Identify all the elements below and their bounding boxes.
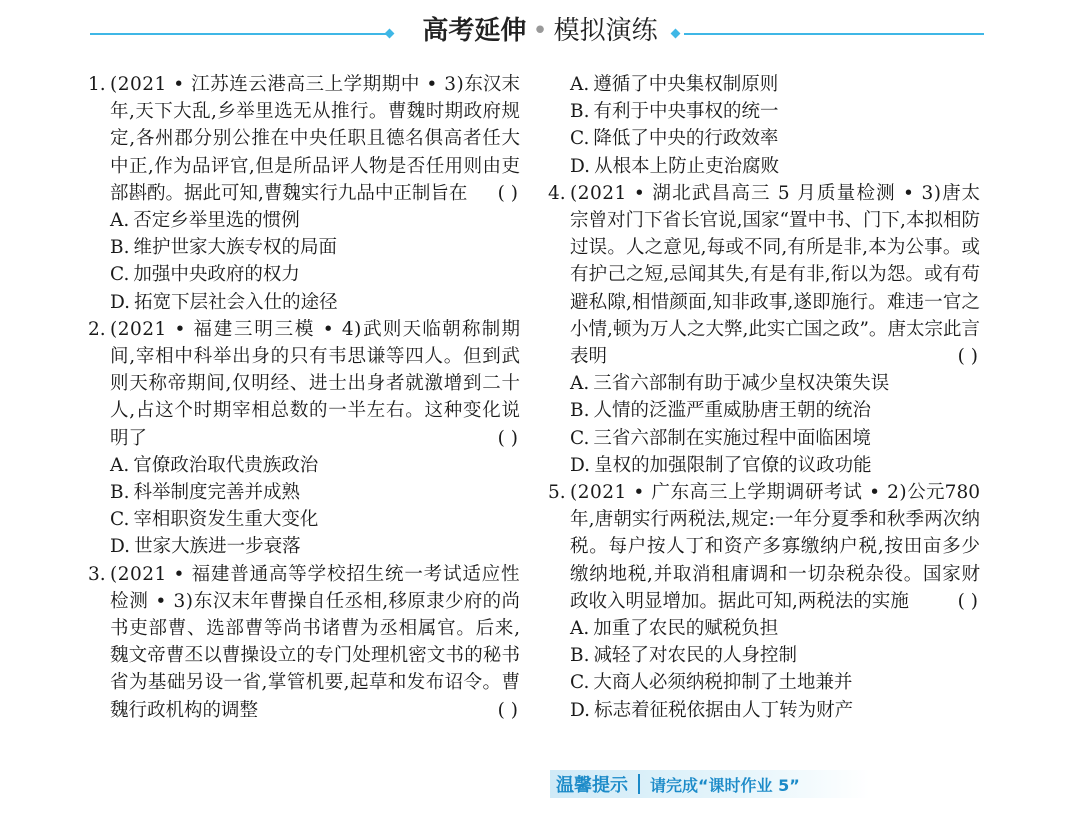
answer-option[interactable] [548, 425, 980, 452]
option-text: 人情的泛滥严重威胁唐王朝的统治 [593, 400, 871, 422]
tip-text[interactable]: 请完成“课时作业 5” [650, 775, 800, 795]
title-dot: • [532, 16, 548, 46]
answer-option[interactable] [548, 125, 980, 152]
title-bold: 高考延伸 [422, 16, 527, 46]
option-text: 维护世家大族专权的局面 [133, 237, 337, 259]
option-key: C. [570, 128, 590, 150]
option-text: 科举制度完善并成熟 [133, 482, 300, 504]
answer-option[interactable] [548, 71, 980, 98]
answer-option[interactable] [548, 669, 980, 696]
option-key: B. [570, 645, 590, 667]
option-key: A. [570, 373, 590, 395]
option-key: D. [570, 699, 591, 721]
answer-option[interactable] [88, 452, 520, 479]
option-text: 遵循了中央集权制原则 [593, 74, 779, 95]
question [88, 71, 520, 316]
tip-bar [550, 770, 870, 798]
header-diamond-left [385, 29, 395, 39]
question-stem [548, 479, 980, 615]
question-number: 1. [88, 74, 106, 95]
option-key: B. [110, 237, 130, 259]
option-key: A. [570, 74, 590, 95]
answer-blank[interactable]: ( ) [497, 699, 518, 721]
answer-blank[interactable]: ( ) [957, 590, 978, 612]
question [548, 479, 980, 724]
answer-option[interactable] [548, 452, 980, 479]
title-rest: 模拟演练 [553, 16, 658, 46]
answer-option[interactable] [88, 234, 520, 261]
option-text: 减轻了对农民的人身控制 [593, 645, 797, 667]
question-stem [88, 71, 520, 207]
option-key: A. [110, 454, 130, 476]
option-text: 加强中央政府的权力 [133, 264, 300, 286]
option-text: 有利于中央事权的统一 [593, 101, 779, 123]
question-stem [88, 561, 520, 724]
option-key: B. [570, 400, 590, 422]
option-key: C. [110, 509, 130, 531]
option-key: B. [110, 482, 130, 504]
tip-label: 温馨提示 [556, 775, 628, 796]
question-source: (2021 • 湖北武昌高三 5 月质量检测 • 3) [570, 182, 942, 204]
question-text: 公元780年,唐朝实行两税法,规定:一年分夏季和秋季两次纳税。每户按人丁和资产多寡缴纳户税,按田亩多少缴纳地税,并取消租庸调和一切杂税杂役。国家财政收入明显增加。据此可知,两税法的实施 [570, 482, 980, 612]
option-key: D. [570, 454, 591, 476]
header-rule-left [90, 33, 390, 35]
answer-blank[interactable]: ( ) [497, 427, 518, 449]
option-text: 三省六部制在实施过程中面临困境 [593, 427, 871, 449]
question-source: (2021 • 广东高三上学期调研考试 • 2) [570, 482, 908, 504]
answer-option[interactable] [88, 261, 520, 288]
option-text: 宰相职资发生重大变化 [133, 509, 319, 531]
option-key: C. [110, 264, 130, 286]
question [548, 180, 980, 479]
option-key: D. [570, 155, 591, 177]
header-rule-right [684, 33, 984, 35]
answer-option[interactable] [548, 697, 980, 724]
answer-blank[interactable]: ( ) [497, 182, 518, 204]
answer-blank[interactable]: ( ) [957, 346, 978, 368]
tip-separator [638, 774, 640, 794]
option-text: 拓宽下层社会入仕的途径 [134, 291, 338, 313]
option-text: 皇权的加强限制了官僚的议政功能 [594, 454, 872, 476]
option-text: 加重了农民的赋税负担 [593, 618, 779, 640]
question-text: 东汉末年曹操自任丞相,移原隶少府的尚书吏部曹、选部曹等尚书诸曹为丞相属官。后来,魏文帝曹丕以曹操设立的专门处理机密文书的秘书省为基础另设一省,掌管机要,起草和发布诏令。曹魏行政机构的调整 [110, 590, 520, 721]
option-text: 降低了中央的行政效率 [593, 128, 779, 150]
question-text: 东汉末年,天下大乱,乡举里选无从推行。曹魏时期政府规定,各州郡分别公推在中央任职且德名俱高者任大中正,作为品评官,但是所品评人物是否任用则由吏部斟酌。据此可知,曹魏实行九品中正制旨在 [110, 74, 520, 204]
page-title [400, 10, 680, 47]
question-source: (2021 • 江苏连云港高三上学期期中 • 3) [110, 74, 465, 95]
option-key: C. [570, 427, 590, 449]
option-text: 三省六部制有助于减少皇权决策失误 [593, 373, 890, 395]
answer-option[interactable] [88, 533, 520, 560]
section-header [0, 0, 1080, 60]
option-key: D. [110, 536, 131, 558]
option-key: A. [570, 618, 590, 640]
question-source: (2021 • 福建三明三模 • 4) [110, 318, 362, 340]
answer-option[interactable] [88, 289, 520, 316]
answer-option[interactable] [548, 615, 980, 642]
answer-option[interactable] [548, 397, 980, 424]
answer-option[interactable] [88, 506, 520, 533]
answer-option[interactable] [548, 98, 980, 125]
answer-option[interactable] [88, 207, 520, 234]
question-number: 4. [548, 182, 566, 204]
option-text: 从根本上防止吏治腐败 [594, 155, 780, 177]
option-key: C. [570, 672, 590, 694]
question-text: 唐太宗曾对门下省长官说,国家“置中书、门下,本拟相防过误。人之意见,每或不同,有所是非,本为公事。或有护己之短,忌闻其失,有是有非,衔以为怨。或有苟避私隙,相惜颜面,知非政事,遂即施行。难违一官之小情,顿为万人之大弊,此实亡国之政”。唐太宗此言表明 [570, 182, 980, 368]
option-key: D. [110, 291, 131, 313]
answer-option[interactable] [88, 479, 520, 506]
question-number: 3. [88, 563, 106, 585]
right-column [548, 71, 980, 724]
question [548, 71, 980, 180]
answer-option[interactable] [548, 370, 980, 397]
question-number: 2. [88, 318, 106, 340]
question-number: 5. [548, 482, 566, 504]
option-text: 世家大族进一步衰落 [134, 536, 301, 558]
option-text: 官僚政治取代贵族政治 [133, 454, 319, 476]
option-key: B. [570, 101, 590, 123]
option-text: 标志着征税依据由人丁转为财产 [594, 699, 854, 721]
option-text: 否定乡举里选的惯例 [133, 210, 300, 232]
question [88, 561, 520, 724]
question-source: (2021 • 福建普通高等学校招生统一考试适应性检测 • 3) [110, 563, 520, 612]
question-text: 武则天临朝称制期间,宰相中科举出身的只有韦思谦等四人。但到武则天称帝期间,仅明经、进士出身者就激增到二十人,占这个时期宰相总数的一半左右。这种变化说明了 [110, 318, 520, 449]
answer-option[interactable] [548, 642, 980, 669]
question-stem [88, 316, 520, 452]
option-key: A. [110, 210, 130, 232]
left-column [88, 71, 520, 724]
answer-option[interactable] [548, 153, 980, 180]
question [88, 316, 520, 561]
question-stem [548, 180, 980, 370]
option-text: 大商人必须纳税抑制了土地兼并 [593, 672, 853, 694]
